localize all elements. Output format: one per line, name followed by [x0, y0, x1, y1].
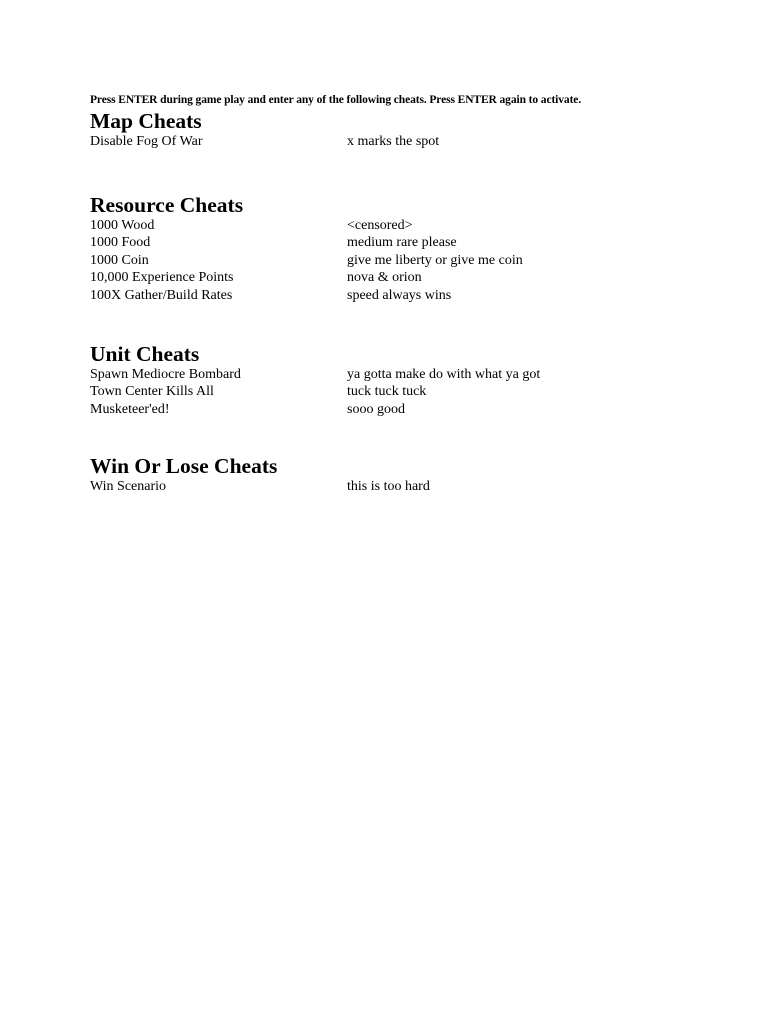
- section-resource-cheats: [90, 191, 710, 305]
- cheat-name: 1000 Coin: [90, 252, 149, 268]
- cheat-row: [90, 217, 710, 235]
- cheat-name: Win Scenario: [90, 479, 167, 495]
- cheat-code: nova & orion: [347, 270, 422, 286]
- cheat-code: tuck tuck tuck: [347, 384, 427, 400]
- cheat-row: [90, 287, 710, 305]
- cheat-name: Disable Fog Of War: [90, 134, 203, 149]
- cheat-row: [90, 366, 710, 384]
- intro-text: Press ENTER during game play and enter any of the following cheats. Press ENTER again to activate.: [90, 94, 582, 106]
- section-unit-cheats: [90, 340, 710, 419]
- cheat-code: medium rare please: [347, 235, 457, 251]
- section-title: Map Cheats: [90, 109, 202, 133]
- cheat-row: [90, 133, 710, 151]
- section-title: Win Or Lose Cheats: [90, 454, 278, 479]
- cheat-code: sooo good: [347, 401, 405, 417]
- cheat-list: [90, 478, 710, 496]
- cheat-row: [90, 234, 710, 252]
- cheat-code: speed always wins: [347, 287, 452, 303]
- cheat-name: 10,000 Experience Points: [90, 270, 234, 286]
- cheat-row: [90, 478, 710, 496]
- cheat-name: 1000 Food: [90, 235, 151, 251]
- cheat-name: 100X Gather/Build Rates: [90, 287, 233, 303]
- cheat-name: Town Center Kills All: [90, 384, 214, 400]
- cheat-row: [90, 383, 710, 401]
- cheat-code: this is too hard: [347, 479, 430, 495]
- section-map-cheats: [90, 107, 710, 151]
- cheat-list: [90, 217, 710, 305]
- section-title: Unit Cheats: [90, 341, 200, 366]
- document-page: [90, 93, 710, 496]
- cheat-row: [90, 269, 710, 287]
- cheat-name: Musketeer'ed!: [90, 401, 170, 417]
- cheat-name: Spawn Mediocre Bombard: [90, 366, 241, 382]
- cheat-code: ya gotta make do with what ya got: [347, 366, 541, 382]
- cheat-code: x marks the spot: [347, 134, 440, 149]
- cheat-code: give me liberty or give me coin: [347, 252, 523, 268]
- section-title: Resource Cheats: [90, 192, 244, 217]
- cheat-row: [90, 252, 710, 270]
- cheat-list: [90, 133, 710, 151]
- cheat-name: 1000 Wood: [90, 217, 155, 233]
- cheat-row: [90, 401, 710, 419]
- cheat-code: <censored>: [347, 217, 413, 233]
- section-win-or-lose-cheats: [90, 452, 710, 496]
- cheat-list: [90, 366, 710, 419]
